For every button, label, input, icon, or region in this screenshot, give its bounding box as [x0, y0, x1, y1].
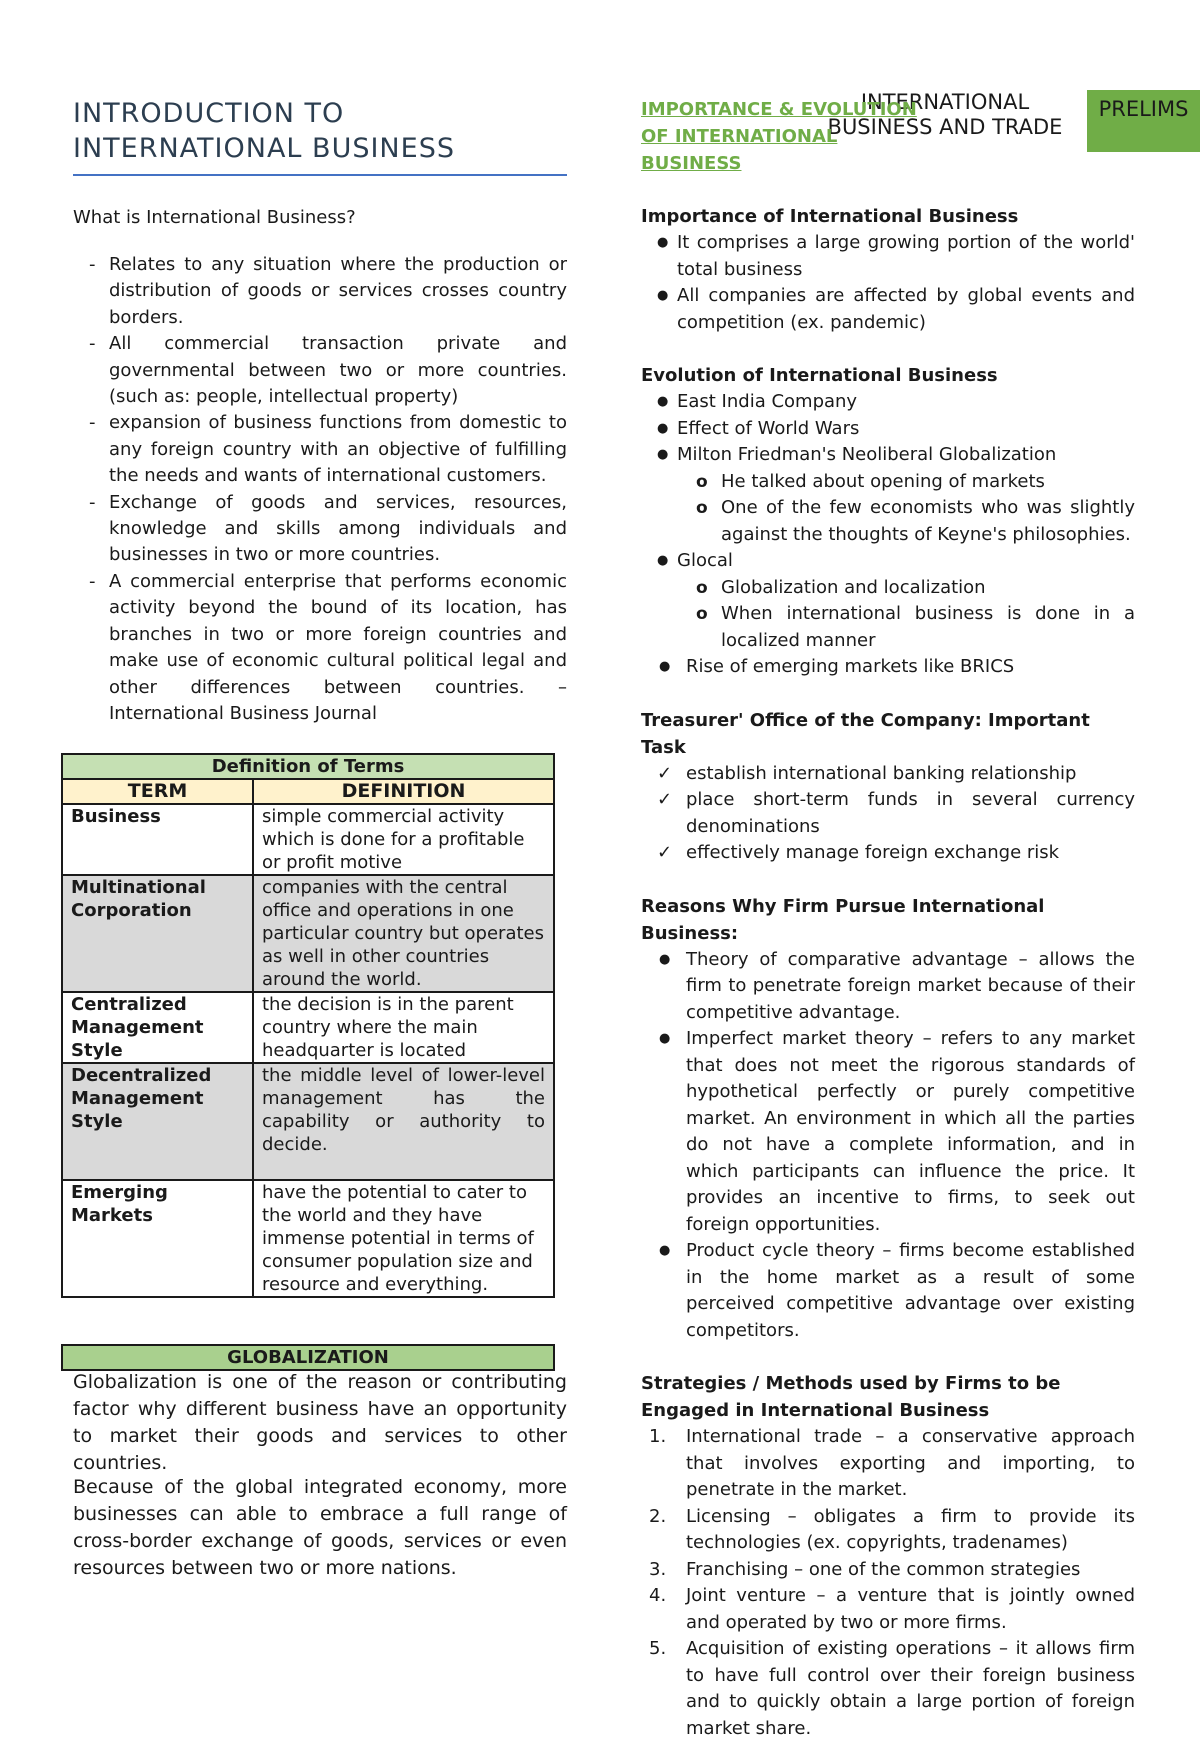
list-item: [641, 1636, 1135, 1742]
left-column: [73, 96, 567, 727]
column-header-term: TERM: [62, 779, 253, 804]
evolution-sublist-friedman: [641, 469, 1135, 549]
list-item: ✓ effectively manage foreign exchange risk: [641, 840, 1135, 867]
definition-cell: have the potential to cater to the world and they have immense potential in terms of consumer population size and resource and everything.: [253, 1180, 554, 1297]
list-item: - All commercial transaction private and governmental between two or more countries. (such as: people, intellectual property): [73, 331, 567, 410]
list-item: ● East India Company: [641, 389, 1135, 416]
treasurer-checklist: [641, 761, 1135, 867]
right-column: [641, 96, 1135, 1742]
table-row: [62, 1180, 554, 1297]
strategies-heading: Strategies / Methods used by Firms to be Engaged in International Business: [641, 1373, 1061, 1421]
term-cell: Business: [62, 804, 253, 875]
definition-cell: the decision is in the parent country where the main headquarter is located: [253, 992, 554, 1063]
list-item: [641, 1583, 1135, 1636]
item-text: Joint venture – a venture that is jointly owned and operated by two or more firms.: [686, 1585, 1135, 1633]
list-item: [641, 1504, 1135, 1557]
list-item: o One of the few economists who was slightly against the thoughts of Keyne's philosophies.: [641, 495, 1135, 548]
table-row: [62, 875, 554, 992]
table-row: [62, 804, 554, 875]
list-item: - expansion of business functions from domestic to any foreign country with an objective of fulfilling the needs and wants of international customers.: [73, 410, 567, 489]
table-caption: Definition of Terms: [62, 754, 554, 779]
course-header: INTERNATIONAL BUSINESS AND TRADE: [827, 90, 1063, 139]
term-cell: Emerging Markets: [62, 1180, 253, 1297]
title-line-2: INTERNATIONAL BUSINESS: [73, 133, 455, 164]
list-item: ● Imperfect market theory – refers to any market that does not meet the rigorous standards of hypothetical perfectly or purely competitive market. An environment in which all the parties do not have a complete information, and in which participants can influence the price. It provides an incentive to firms, to seek out foreign opportunities.: [641, 1026, 1135, 1238]
evolution-heading: Evolution of International Business: [641, 365, 998, 386]
globalization-paragraph-2: Because of the global integrated economy, more businesses can able to embrace a full range of cross-border exchange of goods, services or even resources between two or more nations.: [73, 1476, 567, 1579]
list-item: ✓ place short-term funds in several currency denominations: [641, 787, 1135, 840]
list-item: - Exchange of goods and services, resources, knowledge and skills among individuals and businesses in two or more countries.: [73, 490, 567, 569]
evolution-sublist-glocal: [641, 575, 1135, 655]
evolution-list-end: [641, 654, 1135, 681]
list-item: ● Product cycle theory – firms become established in the home market as a result of some perceived competitive advantage over existing competitors.: [641, 1238, 1135, 1344]
term-badge: PRELIMS: [1087, 90, 1200, 152]
list-item: ● Theory of comparative advantage – allows the firm to penetrate foreign market because of their competitive advantage.: [641, 947, 1135, 1027]
terms-table: [61, 753, 555, 1298]
list-item: [641, 1424, 1135, 1504]
page-title: [73, 96, 567, 176]
treasurer-heading: Treasurer' Office of the Company: Important Task: [641, 709, 1090, 758]
item-number: 1.: [649, 1426, 667, 1447]
item-number: 5.: [649, 1638, 667, 1659]
definition-cell: the middle level of lower-level management has the capability or authority to decide.: [253, 1063, 554, 1180]
list-item: ● Effect of World Wars: [641, 416, 1135, 443]
item-text: Franchising – one of the common strategies: [686, 1558, 1081, 1580]
list-item: ✓ establish international banking relationship: [641, 761, 1135, 788]
evolution-list: [641, 389, 1135, 469]
list-item: ● It comprises a large growing portion of the world' total business: [641, 230, 1135, 283]
reasons-heading: Reasons Why Firm Pursue International Business:: [641, 895, 1045, 944]
importance-heading: Importance of International Business: [641, 206, 1019, 227]
globalization-heading: GLOBALIZATION: [61, 1344, 555, 1371]
strategies-list: [641, 1424, 1135, 1742]
column-header-definition: DEFINITION: [253, 779, 554, 804]
section-title-importance-evolution: IMPORTANCE & EVOLUTION OF INTERNATIONAL BUSINESS: [641, 99, 917, 174]
term-cell: Multinational Corporation: [62, 875, 253, 992]
definition-cell: simple commercial activity which is done for a profitable or profit motive: [253, 804, 554, 875]
item-text: Acquisition of existing operations – it allows firm to have full control over their foreign business and to quickly obtain a large portion of foreign market share.: [686, 1638, 1135, 1739]
list-item: ● Milton Friedman's Neoliberal Globalization: [641, 442, 1135, 469]
importance-list: [641, 230, 1135, 336]
list-item: - Relates to any situation where the production or distribution of goods or services crosses country borders.: [73, 252, 567, 331]
evolution-list-cont: [641, 548, 1135, 575]
title-line-1: INTRODUCTION TO: [73, 98, 345, 129]
definition-cell: companies with the central office and operations in one particular country but operates as well in other countries around the world.: [253, 875, 554, 992]
item-text: Licensing – obligates a firm to provide its technologies (ex. copyrights, tradenames): [686, 1505, 1135, 1553]
term-cell: Decentralized Management Style: [62, 1063, 253, 1180]
item-number: 3.: [649, 1558, 667, 1580]
table-row: [62, 992, 554, 1063]
item-number: 4.: [649, 1585, 667, 1606]
reasons-list: [641, 947, 1135, 1345]
list-item: ● Glocal: [641, 548, 1135, 575]
term-cell: Centralized Management Style: [62, 992, 253, 1063]
section-question: What is International Business?: [73, 207, 356, 228]
list-item: o When international business is done in a localized manner: [641, 601, 1135, 654]
list-item: [641, 1557, 1135, 1584]
item-text: International trade – a conservative approach that involves exporting and importing, to penetrate in the market.: [686, 1426, 1135, 1500]
globalization-paragraph-1: Globalization is one of the reason or contributing factor why different business have an opportunity to market their goods and services to other countries.: [73, 1371, 567, 1474]
list-item: - A commercial enterprise that performs economic activity beyond the bound of its location, has branches in two or more foreign countries and make use of economic cultural political legal and other differences between countries. – International Business Journal: [73, 569, 567, 727]
list-item: ● Rise of emerging markets like BRICS: [641, 654, 1135, 681]
list-item: o Globalization and localization: [641, 575, 1135, 602]
table-row: [62, 1063, 554, 1180]
list-item: ● All companies are affected by global events and competition (ex. pandemic): [641, 283, 1135, 336]
definition-list: [73, 252, 567, 727]
list-item: o He talked about opening of markets: [641, 469, 1135, 496]
item-number: 2.: [649, 1505, 667, 1527]
